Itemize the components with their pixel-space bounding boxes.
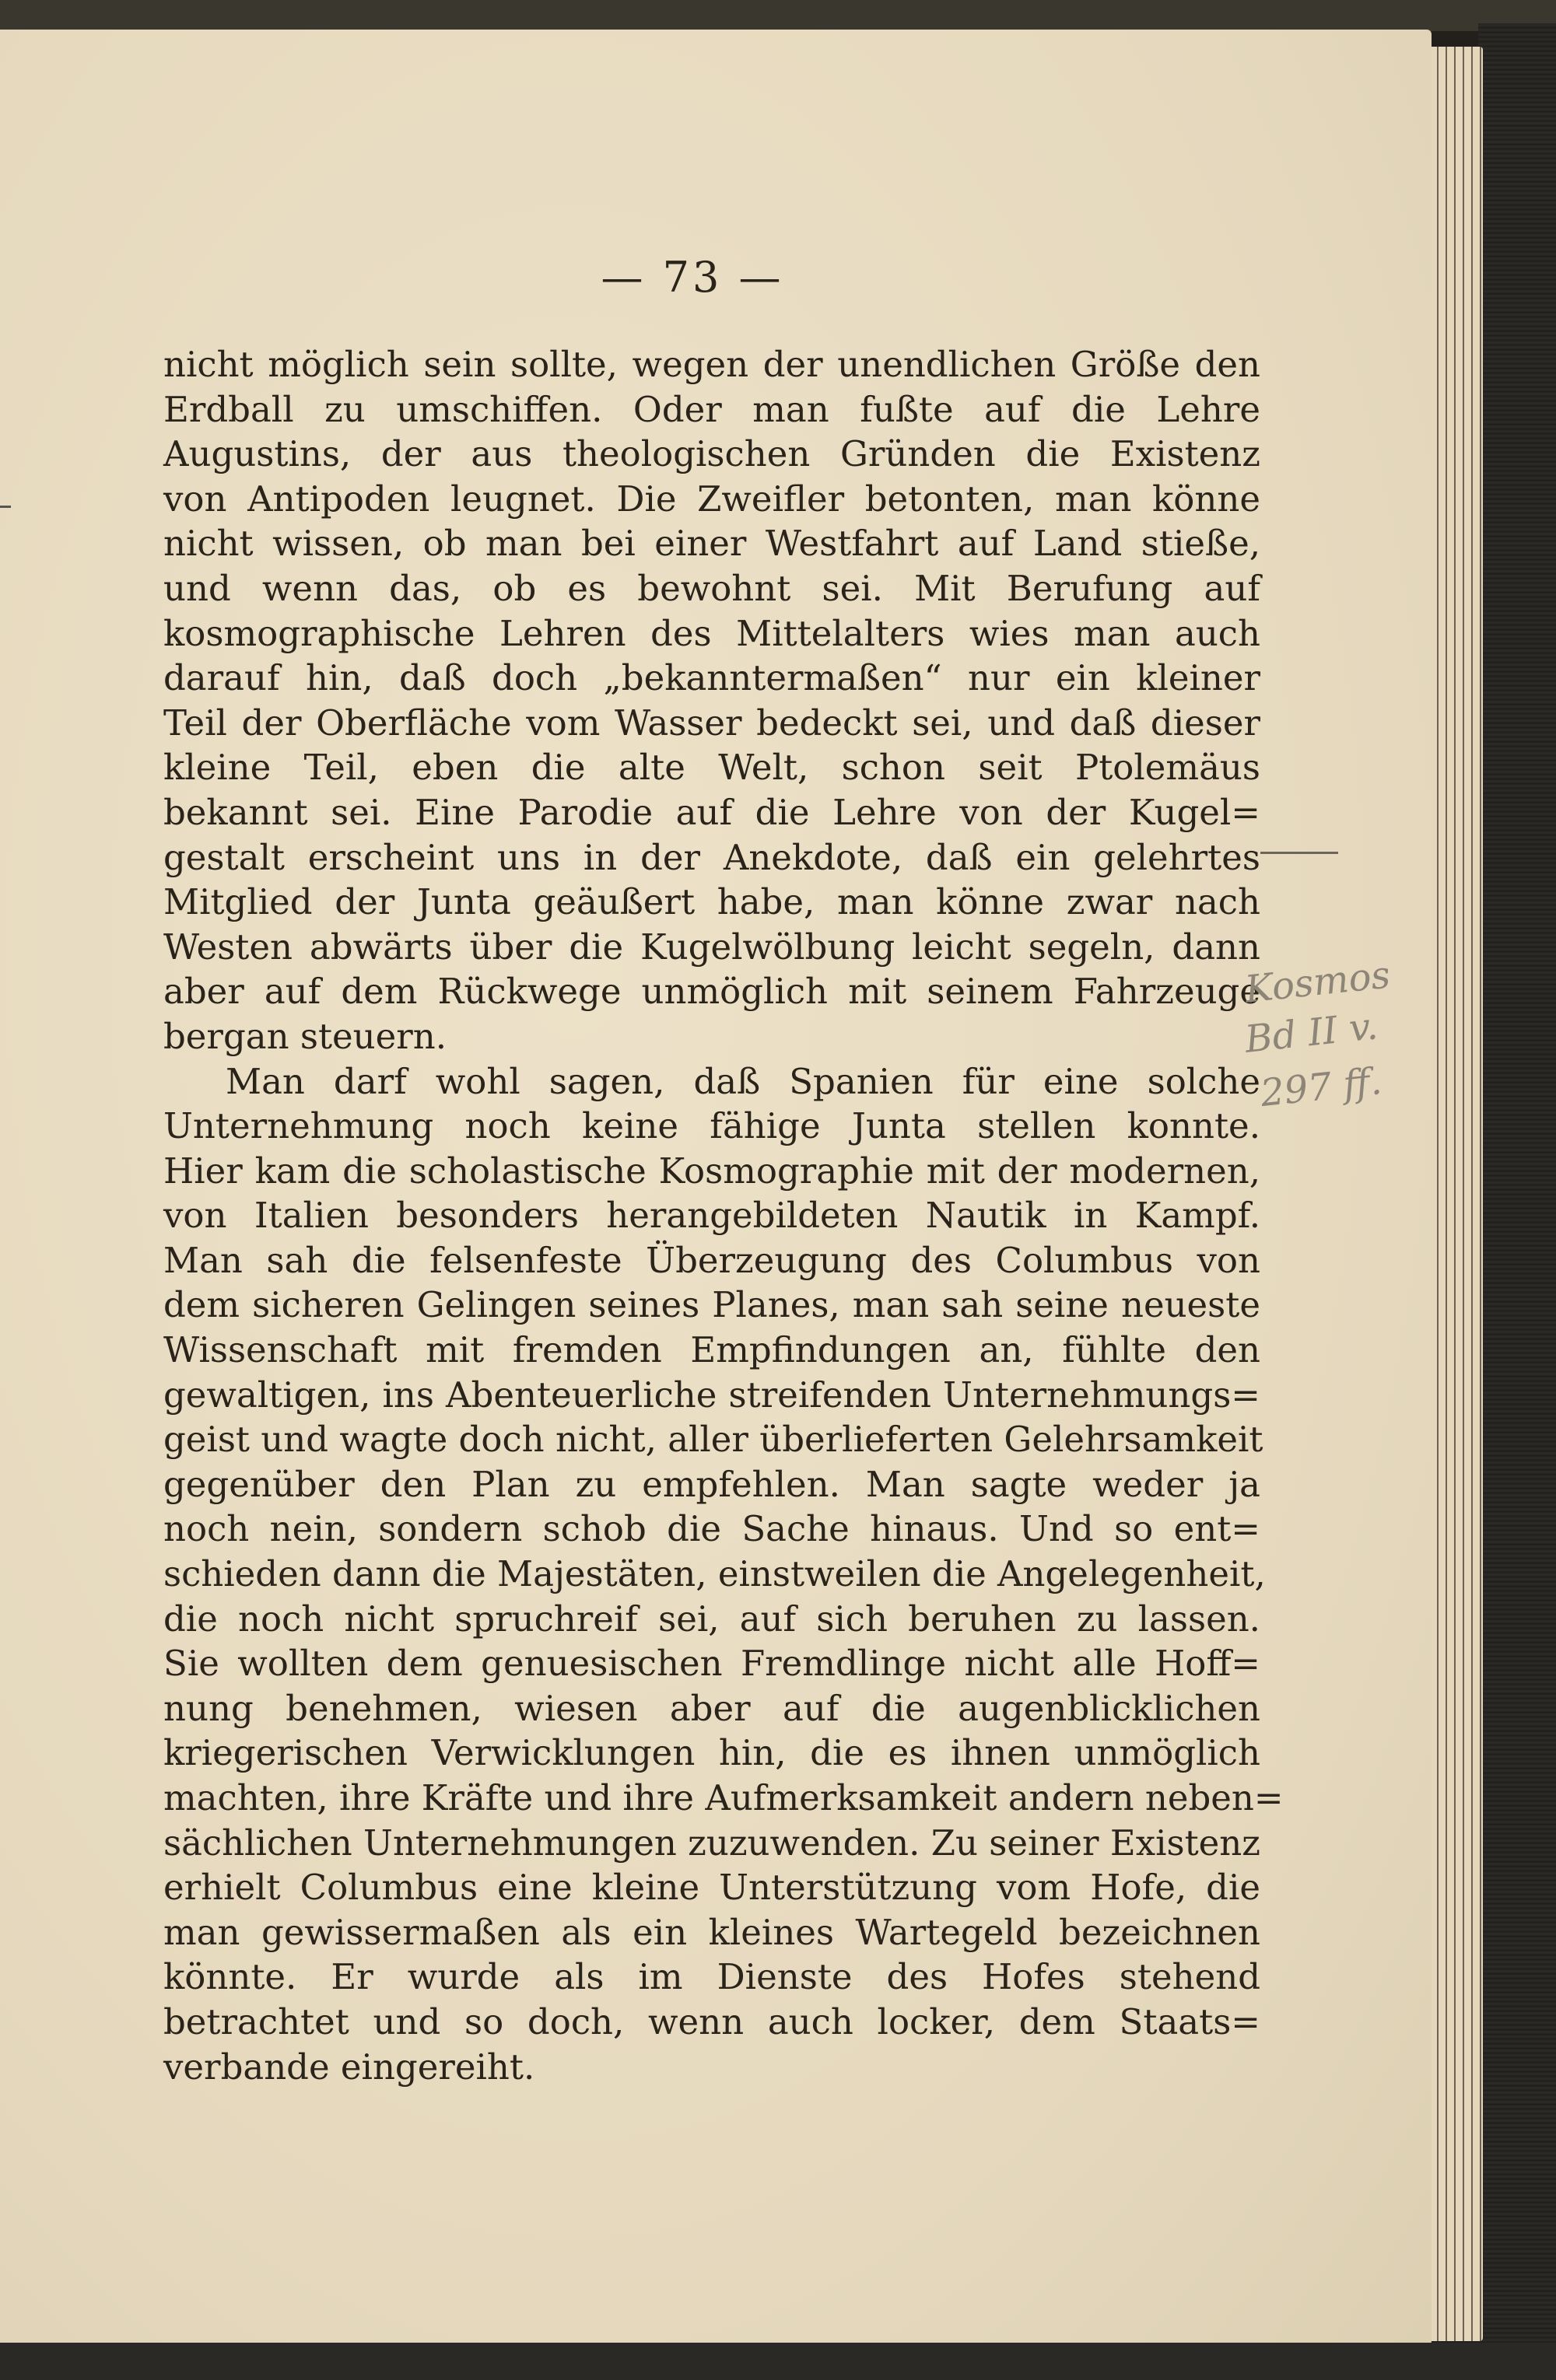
text-line: nung benehmen, wiesen aber auf die augenblicklichen <box>163 1687 1260 1729</box>
text-line: und wenn das, ob es bewohnt sei. Mit Berufung auf <box>163 567 1260 609</box>
text-line: kosmographische Lehren des Mittelalters wies man auch <box>163 612 1260 654</box>
text-line: machten, ihre Kräfte und ihre Aufmerksamkeit andern neben= <box>163 1777 1284 1818</box>
text-line: sächlichen Unternehmungen zuzuwenden. Zu seiner Existenz <box>163 1822 1260 1864</box>
page-number: — 73 — <box>601 253 784 302</box>
text-line: Teil der Oberfläche vom Wasser bedeckt sei, und daß dieser <box>163 702 1260 744</box>
book-cover-edge <box>1478 23 1556 2349</box>
text-line: kriegerischen Verwicklungen hin, die es ihnen unmöglich <box>163 1732 1260 1774</box>
text-line: gegenüber den Plan zu empfehlen. Man sagte weder ja <box>163 1463 1260 1505</box>
scan-top-edge <box>0 0 1556 31</box>
body-text <box>163 342 1284 2089</box>
margin-note: Kosmos <box>1242 953 1393 1012</box>
text-line: Unternehmung noch keine fähige Junta stellen konnte. <box>163 1105 1260 1147</box>
scan-bottom-edge <box>0 2343 1556 2380</box>
text-line: Sie wollten dem genuesischen Fremdlinge nicht alle Hoff= <box>163 1643 1260 1685</box>
text-line: dem sicheren Gelingen seines Planes, man sah seine neueste <box>163 1284 1260 1326</box>
text-line: Wissenschaft mit fremden Empfindungen an, fühlte den <box>163 1329 1260 1371</box>
text-line: schieden dann die Majestäten, einstweilen die Angelegenheit, <box>163 1553 1266 1595</box>
text-line: könnte. Er wurde als im Dienste des Hofes stehend <box>163 1956 1260 1998</box>
margin-note: 297 ff. <box>1258 1059 1384 1116</box>
text-line: Augustins, der aus theologischen Gründen die Existenz <box>163 433 1260 475</box>
text-line: kleine Teil, eben die alte Welt, schon seit Ptolemäus <box>163 747 1260 789</box>
text-line: nicht wissen, ob man bei einer Westfahrt auf Land stieße, <box>163 523 1260 565</box>
text-line: gewaltigen, ins Abenteuerliche streifenden Unternehmungs= <box>163 1374 1260 1416</box>
margin-pencil-dash <box>1260 852 1338 854</box>
text-line: Man darf wohl sagen, daß Spanien für eine solche <box>226 1060 1260 1102</box>
text-line: darauf hin, daß doch „bekanntermaßen“ nur ein kleiner <box>163 657 1260 699</box>
text-line: Westen abwärts über die Kugelwölbung leicht segeln, dann <box>163 926 1260 968</box>
text-line: nicht möglich sein sollte, wegen der unendlichen Größe den <box>163 344 1260 385</box>
text-line: Erdball zu umschiffen. Oder man fußte auf die Lehre <box>163 388 1260 430</box>
text-line: aber auf dem Rückwege unmöglich mit seinem Fahrzeuge <box>163 971 1260 1013</box>
page-edges <box>1430 47 1483 2341</box>
text-line: man gewissermaßen als ein kleines Wartegeld bezeichnen <box>163 1911 1260 1953</box>
text-line: Mitglied der Junta geäußert habe, man könne zwar nach <box>163 881 1260 923</box>
text-line: bekannt sei. Eine Parodie auf die Lehre von der Kugel= <box>163 791 1260 833</box>
margin-tick <box>0 506 11 508</box>
margin-note: Bd II v. <box>1242 1004 1380 1062</box>
text-line: bergan steuern. <box>163 1015 447 1057</box>
text-line: von Italien besonders herangebildeten Nautik in Kampf. <box>163 1195 1260 1237</box>
text-line: geist und wagte doch nicht, aller überlieferten Gelehrsamkeit <box>163 1419 1263 1461</box>
text-line: Man sah die felsenfeste Überzeugung des Columbus von <box>163 1239 1260 1281</box>
text-line: verbande eingereiht. <box>163 2046 535 2088</box>
text-line: von Antipoden leugnet. Die Zweifler betonten, man könne <box>163 478 1260 520</box>
text-line: die noch nicht spruchreif sei, auf sich beruhen zu lassen. <box>163 1598 1260 1640</box>
text-line: erhielt Columbus eine kleine Unterstützung vom Hofe, die <box>163 1867 1260 1909</box>
text-line: gestalt erscheint uns in der Anekdote, daß ein gelehrtes <box>163 836 1260 878</box>
text-line: betrachtet und so doch, wenn auch locker, dem Staats= <box>163 2000 1260 2042</box>
text-line: Hier kam die scholastische Kosmographie mit der modernen, <box>163 1150 1260 1192</box>
text-line: noch nein, sondern schob die Sache hinaus. Und so ent= <box>163 1508 1260 1550</box>
